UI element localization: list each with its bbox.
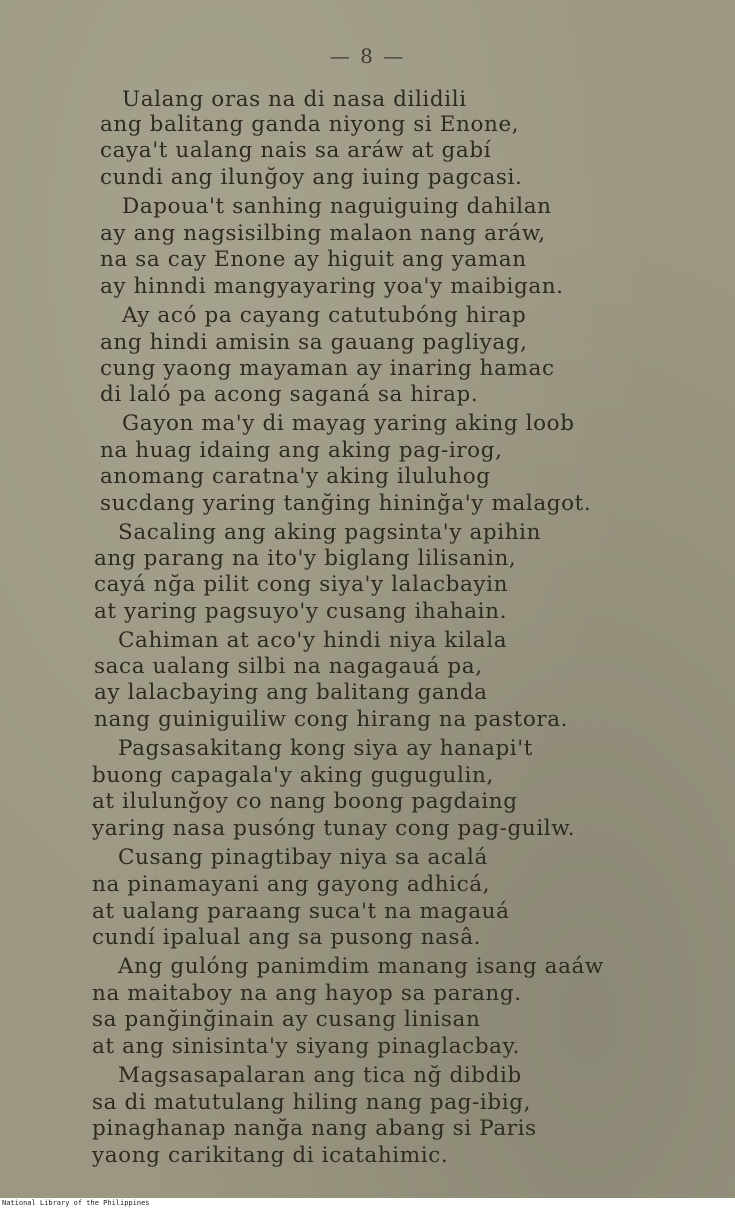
verse-line: ay ang nagsisilbing malaon nang aráw, xyxy=(100,221,546,246)
footer-credit: National Library of the Philippines xyxy=(2,1199,150,1207)
verse-line: Sacaling ang aking pagsinta'y apihin xyxy=(118,520,542,545)
verse-line: Pagsasakitang kong siya ay hanapi't xyxy=(118,736,534,761)
verse-line: na huag idaing ang aking pag-irog, xyxy=(100,438,503,463)
verse-line: cayá nğa pilit cong siya'y lalacbayin xyxy=(94,572,509,597)
verse-line: at ilulunğoy co nang boong pagdaing xyxy=(92,789,518,814)
verse-line: Cusang pinagtibay niya sa acalá xyxy=(118,845,488,870)
verse-line: sa di matutulang hiling nang pag-ibig, xyxy=(92,1090,532,1115)
verse-line: caya't ualang nais sa aráw at gabí xyxy=(100,138,492,163)
verse-line: cundi ang ilunğoy ang iuing pagcasi. xyxy=(100,165,523,190)
verse-line: Gayon ma'y di mayag yaring aking loob xyxy=(122,411,575,436)
verse-line: nang guiniguiliw cong hirang na pastora. xyxy=(94,707,569,732)
verse-line: yaong carikitang di icatahimic. xyxy=(92,1143,449,1168)
verse-line: na sa cay Enone ay higuit ang yaman xyxy=(100,247,527,272)
verse-line: na maitaboy na ang hayop sa parang. xyxy=(92,981,522,1006)
verse-line: at ang sinisinta'y siyang pinaglacbay. xyxy=(92,1034,520,1059)
verse-line: cundí ipalual ang sa pusong nasâ. xyxy=(92,925,482,950)
verse-line: Ay acó pa cayang catutubóng hirap xyxy=(122,303,527,328)
verse-line: Ang gulóng panimdim manang isang aaáw xyxy=(118,954,604,979)
verse-line: ay lalacbaying ang balitang ganda xyxy=(94,680,488,705)
verse-line: di laló pa acong saganá sa hirap. xyxy=(100,382,479,407)
verse-line: sa panğinğinain ay cusang linisan xyxy=(92,1007,481,1032)
verse-line: ang balitang ganda niyong si Enone, xyxy=(100,112,520,137)
verse-line: at yaring pagsuyo'y cusang ihahain. xyxy=(94,599,508,624)
verse-line: Magsasapalaran ang tica nğ dibdib xyxy=(118,1063,522,1088)
verse-line: na pinamayani ang gayong adhicá, xyxy=(92,872,491,897)
verse-line: ang parang na ito'y biglang lilisanin, xyxy=(94,546,517,571)
verse-line: cung yaong mayaman ay inaring hamac xyxy=(100,356,555,381)
verse-line: at ualang paraang suca't na magauá xyxy=(92,899,510,924)
verse-line: anomang caratna'y aking iluluhog xyxy=(100,464,491,489)
verse-line: sucdang yaring tanğing hininğa'y malagot. xyxy=(100,491,592,516)
verse-line: yaring nasa pusóng tunay cong pag-guilw. xyxy=(92,816,576,841)
verse-line: Dapoua't sanhing naguiguing dahilan xyxy=(122,194,552,219)
verse-line: ay hinndi mangyayaring yoa'y maibigan. xyxy=(100,274,564,299)
page-number: — 8 — xyxy=(329,44,406,68)
verse-line: buong capagala'y aking gugugulin, xyxy=(92,763,494,788)
verse-line: Ualang oras na di nasa dilidili xyxy=(122,87,467,112)
verse-line: Cahiman at aco'y hindi niya kilala xyxy=(118,628,508,653)
verse-line: ang hindi amisin sa gauang pagliyag, xyxy=(100,330,528,355)
verse-line: pinaghanap nanğa nang abang si Paris xyxy=(92,1116,537,1141)
verse-line: saca ualang silbi na nagagauá pa, xyxy=(94,654,483,679)
